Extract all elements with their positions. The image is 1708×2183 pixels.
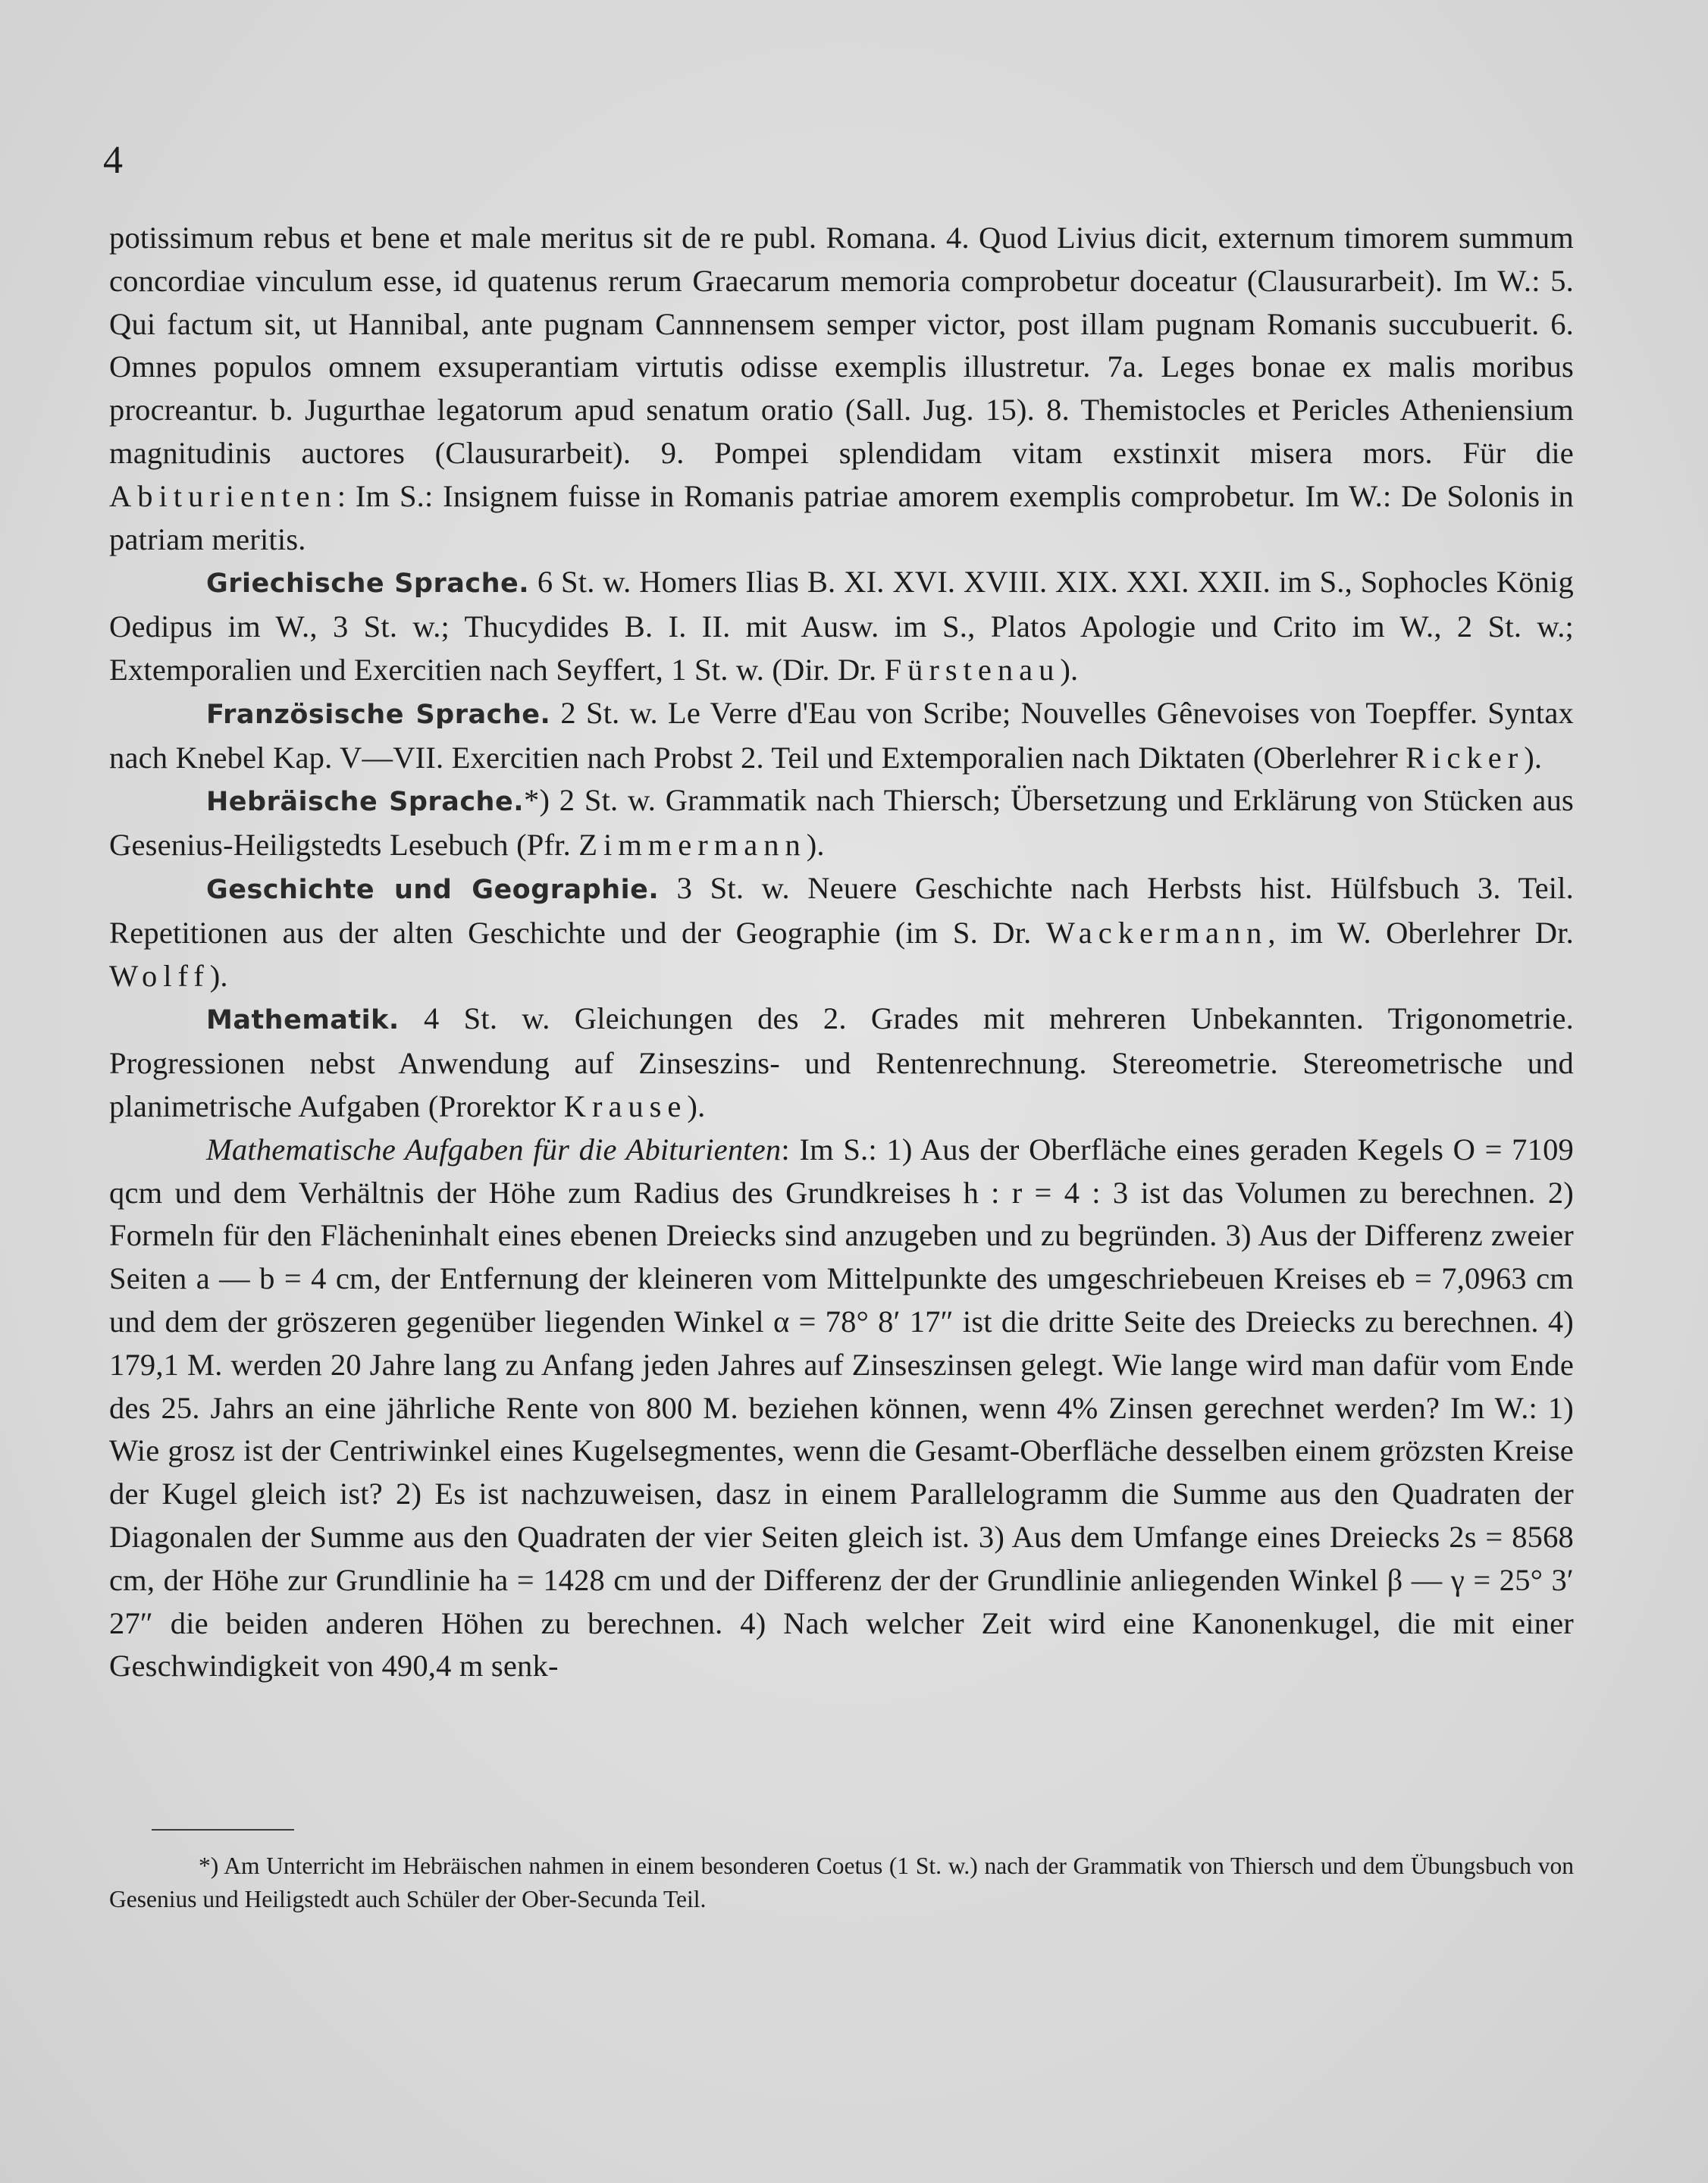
paragraph-text: 2 St. w. Grammatik nach Thiersch; Übersetzung und Erklärung von Stücken aus Gesenius-Heiligstedts Lesebuch (Pfr. [109,783,1574,863]
paragraph-latin-essays [109,217,1574,561]
paragraph-tail: ). [806,828,825,863]
body-text [109,217,1574,1688]
footnote-marker: *) [199,1853,219,1879]
paragraph-tail: ). [1524,740,1543,775]
teacher-name: Wolff [109,958,210,993]
spaced-word: Abiturienten [109,478,337,513]
paragraph-text: 3 St. w. Neuere Geschichte nach Herbsts hist. Hülfsbuch 3. Teil. Repetitionen aus der alten Geschichte und der Geographie (im S. Dr. [109,870,1575,950]
paragraph-text: 4 St. w. Gleichungen des 2. Grades mit mehreren Unbekannten. Trigonometrie. Progressionen nebst Anwendung auf Zinseszins- und Rentenrechnung. Stereometrie. Stereometrische und planimetrische Aufgaben (Prorektor [109,1001,1574,1123]
paragraph-math-tasks [109,1129,1574,1688]
section-heading: Griechische Sprache. [206,568,530,600]
paragraph-text: potissimum rebus et bene et male meritus sit de re publ. Romana. 4. Quod Livius dicit, externum timorem summum concordiae vinculum esse, id quatenus rerum Graecarum memoria comprobetur doceatur (Clausurarbeit). Im W.: 5. Qui factum sit, ut Hannibal, ante pugnam Cannnensem semper victor, post illam pugnam Romanis succubuerit. 6. Omnes populos omnem exsuperantiam virtutis odisse exemplis illustretur. 7a. Leges bonae ex malis moribus procreantur. b. Jugurthae legatorum apud senatum oratio (Sall. Jug. 15). 8. Themistocles et Pericles Atheniensium magnitudinis auctores (Clausurarbeit). 9. Pompei splendidam vitam exstinxit misera mors. Für die [109,221,1574,470]
paragraph-math [109,998,1574,1128]
page-number: 4 [103,139,123,182]
teacher-name: Ricker [1406,740,1525,775]
paragraph-text-middle: , im W. Oberlehrer Dr. [1268,915,1574,950]
footnote-divider [152,1829,294,1831]
section-heading: Hebräische Sprache. [206,787,525,818]
section-heading: Französische Sprache. [206,699,551,730]
teacher-name: Krause [563,1088,688,1123]
footnote-text [109,1849,1574,1916]
teacher-name: Fürstenau [884,652,1061,687]
paragraph-tail: ). [209,958,228,993]
paragraph-hebrew [109,779,1574,867]
teacher-name: Zimmermann [578,828,807,863]
paragraph-tail: ). [687,1088,706,1123]
footnote [109,1849,1574,1916]
paragraph-history [109,867,1574,998]
paragraph-text: : Im S.: 1) Aus der Oberfläche eines geraden Kegels O = 7109 qcm und dem Verhältnis der Höhe zum Radius des Grundkreises h : r = 4 : 3 ist das Volumen zu berechnen. 2) Formeln für den Flächeninhalt eines ebenen Dreiecks sind anzugeben und zu begründen. 3) Aus der Differenz zweier Seiten a — b = 4 cm, der Entfernung der kleineren vom Mittelpunkte des umgeschriebeuen Kreises eb = 7,0963 cm und dem der gröszeren gegenüber liegenden Winkel α = 78° 8′ 17″ ist die dritte Seite des Dreiecks zu berechnen. 4) 179,1 M. werden 20 Jahre lang zu Anfang jeden Jahres auf Zinseszinsen gelegt. Wie lange wird man dafür vom Ende des 25. Jahrs an eine jährliche Rente von 800 M. beziehen können, wenn 4% Zinsen gerechnet werden? Im W.: 1) Wie grosz ist der Centriwinkel eines Kugelsegmentes, wenn die Gesamt-Oberfläche desselben einem grözsten Kreise der Kugel gleich ist? 2) Es ist nachzuweisen, dasz in einem Parallelogramm die Summe aus den Quadraten der Diagonalen der Summe aus den Quadraten der vier Seiten gleich ist. 3) Aus dem Umfange eines Dreiecks 2s = 8568 cm, der Höhe zur Grundlinie ha = 1428 cm und der Differenz der der Grundlinie anliegenden Winkel β — γ = 25° 3′ 27″ die beiden anderen Höhen zu berechnen. 4) Nach welcher Zeit wird eine Kanonenkugel, die mit einer Geschwindigkeit von 490,4 m senk- [109,1132,1574,1683]
paragraph-french [109,692,1574,780]
footnote-body: Am Unterricht im Hebräischen nahmen in einem besonderen Coetus (1 St. w.) nach der Grammatik von Thiersch und dem Übungsbuch von Gesenius und Heiligstedt auch Schüler der Ober-Secunda Teil. [109,1853,1574,1912]
section-heading: Mathematik. [206,1005,400,1036]
paragraph-greek [109,561,1574,691]
italic-heading: Mathematische Aufgaben für die Abiturienten [206,1132,782,1167]
teacher-name: Wackermann [1045,915,1268,950]
paragraph-text: 2 St. w. Le Verre d'Eau von Scribe; Nouvelles Gênevoises von Toepffer. Syntax nach Knebel Kap. V—VII. Exercitien nach Probst 2. Teil und Extemporalien nach Diktaten (Oberlehrer [109,695,1574,775]
paragraph-text: 6 St. w. Homers Ilias B. XI. XVI. XVIII. XIX. XXI. XXII. im S., Sophocles König Oedipus im W., 3 St. w.; Thucydides B. I. II. mit Ausw. im S., Platos Apologie und Crito im W., 2 St. w.; Extemporalien und Exercitien nach Seyffert, 1 St. w. (Dir. Dr. [109,565,1574,687]
paragraph-tail: ). [1060,652,1079,687]
paragraph-tail: : Im S.: Insignem fuisse in Romanis patriae amorem exemplis comprobetur. Im W.: De Solonis in patriam meritis. [109,478,1574,556]
footnote-reference: *) [524,783,550,818]
section-heading: Geschichte und Geographie. [206,874,660,905]
